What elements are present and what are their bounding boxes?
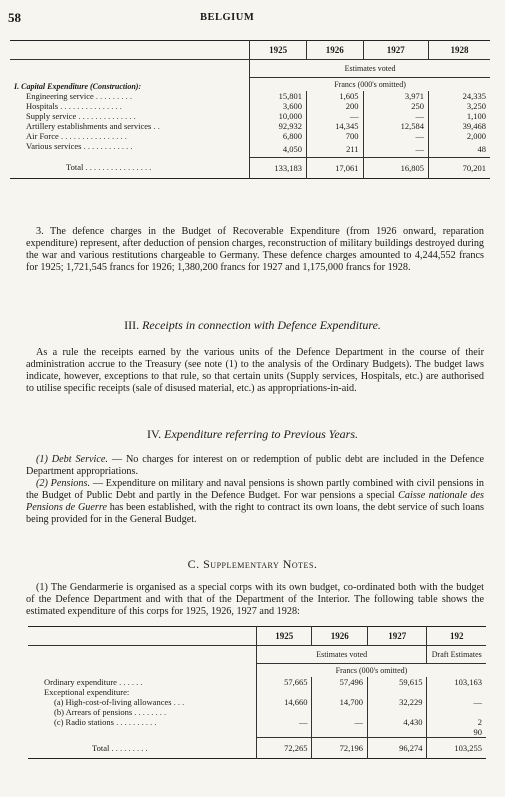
cell: 1,605 — [307, 91, 363, 101]
cell: — — [363, 111, 429, 121]
unit-label: Francs (000's omitted) — [250, 78, 490, 92]
cell: 57,665 — [257, 677, 312, 687]
cell: 6,800 — [250, 131, 307, 141]
section-heading-iv: IV. Expenditure referring to Previous Years. — [147, 427, 358, 441]
cell: 103,255 — [427, 738, 486, 759]
col-year: 1925 — [257, 627, 312, 646]
cell: 12,584 — [363, 121, 429, 131]
cell: 14,345 — [307, 121, 363, 131]
table-row: Supply service . . . . . . . . . . . . . . 10,000 — — 1,100 — [10, 111, 490, 121]
paragraph-3: 3. The defence charges in the Budget of Recoverable Expenditure (from 1926 onward, reparation expenditure) represent, after deduction of pension charges, reconstruction of military buildings destroyed during the war and various restitutions chargeable to Germany. These defence charges amounted to 4,244,552 francs for 1925; 1,721,545 francs for 1926; 1,380,200 francs for 1927 and 1,175,000 francs for 1928. — [26, 226, 484, 273]
table-row: Engineering service . . . . . . . . . 15,801 1,605 3,971 24,335 — [10, 91, 490, 101]
cell: 200 — [307, 101, 363, 111]
cell: — — [312, 717, 367, 727]
cell: 57,496 — [312, 677, 367, 687]
unit-label: Francs (000's omitted) — [257, 664, 487, 678]
cell: 103,163 — [427, 677, 486, 687]
table-row: Air Force . . . . . . . . . . . . . . . . 6,800 700 — 2,000 — [10, 131, 490, 141]
total-row: Total . . . . . . . . . 72,265 72,196 96,274 103,255 — [28, 738, 486, 759]
cell: 211 — [307, 141, 363, 157]
cell: — — [427, 697, 486, 707]
col-year: 1925 — [250, 41, 307, 60]
subheader-draft: Draft Estimates — [427, 646, 486, 664]
row-label: (a) High-cost-of-living allowances — [54, 697, 172, 707]
running-title: BELGIUM — [200, 12, 255, 23]
cell: 4,050 — [250, 141, 307, 157]
table-row: Various services . . . . . . . . . . . . 4,050 211 — 48 — [10, 141, 490, 157]
row-label: Ordinary expenditure — [44, 677, 117, 687]
cell: 250 — [363, 101, 429, 111]
row-label: (b) Arrears of pensions — [54, 707, 133, 717]
cell: 59,615 — [367, 677, 427, 687]
cell: 90 — [427, 727, 486, 738]
table-row: Hospitals . . . . . . . . . . . . . . . 3,600 200 250 3,250 — [10, 101, 490, 111]
section-iii-body: As a rule the receipts earned by the various units of the Defence Department in the course of their administration accrue to the Treasury (see note (1) to the analysis of the Ordinary Budgets). The budget laws indicate, however, exceptions to that rule, so that certain units (Supply services, Hospitals, etc.) are authorised to utilise specific receipts (sale of disused material, etc.) as appropriations-in-aid. — [26, 347, 484, 394]
cell: 48 — [429, 141, 490, 157]
col-year: 192 — [427, 627, 486, 646]
gendarmerie-table — [28, 626, 486, 759]
cell: — — [257, 717, 312, 727]
cell: 133,183 — [250, 157, 307, 178]
cell: 17,061 — [307, 157, 363, 178]
table-row: (c) Radio stations . . . . . . . . . . — — 4,430 2 — [28, 717, 486, 727]
cell: 96,274 — [367, 738, 427, 759]
cell: 1,100 — [429, 111, 490, 121]
section-c-body: (1) The Gendarmerie is organised as a special corps with its own budget, co-ordinated both with the budget of the Defence Department and with that of the Department of the Interior. The following table shows the estimated expenditure of this corps for 1925, 1926, 1927 and 1928: — [26, 582, 484, 617]
cell: 15,801 — [250, 91, 307, 101]
cell: 72,265 — [257, 738, 312, 759]
cell: 700 — [307, 131, 363, 141]
total-row: Total . . . . . . . . . . . . . . . . 133,183 17,061 16,805 70,201 — [10, 157, 490, 178]
cell: — — [307, 111, 363, 121]
total-label: Total — [92, 742, 110, 753]
cell: 14,700 — [312, 697, 367, 707]
col-year: 1927 — [367, 627, 427, 646]
col-year: 1926 — [307, 41, 363, 60]
row-label: Artillery establishments and services — [26, 121, 152, 131]
cell: — — [363, 141, 429, 157]
section-iv-body: (1) Debt Service. — No charges for interest on or redemption of public debt are included in the Defence Department appropriations. (2) Pensions. — Expenditure on military and naval pensions is shown partly combined with civil pensions in the Budget of Public Debt and partly in the Defence Budget. For war pensions a special Caisse nationale des Pensions de Guerre has been established, with the right to contract its own loans, the debt service of such loans being provided for in the General Budget. — [26, 454, 484, 525]
table-row: Ordinary expenditure . . . . . . 57,665 57,496 59,615 103,163 — [28, 677, 486, 687]
row-label: (c) Radio stations — [54, 717, 114, 727]
cell: 4,430 — [367, 717, 427, 727]
table-row: (b) Arrears of pensions . . . . . . . . — [28, 707, 486, 717]
cell: — — [363, 131, 429, 141]
debt-service-label: (1) Debt Service. — [36, 454, 108, 465]
cell: 3,250 — [429, 101, 490, 111]
pensions-label: (2) Pensions. — [36, 478, 91, 489]
table-row: Artillery establishments and services . . 92,932 14,345 12,584 39,468 — [10, 121, 490, 131]
cell: 72,196 — [312, 738, 367, 759]
row-label: Air Force — [26, 131, 59, 141]
cell: 24,335 — [429, 91, 490, 101]
cell: 14,660 — [257, 697, 312, 707]
page-number: 58 — [8, 10, 21, 25]
subheader: Estimates voted — [250, 60, 490, 78]
col-year: 1926 — [312, 627, 367, 646]
cell: 3,971 — [363, 91, 429, 101]
cell: 16,805 — [363, 157, 429, 178]
cell: 92,932 — [250, 121, 307, 131]
cell: 70,201 — [429, 157, 490, 178]
col-year: 1927 — [363, 41, 429, 60]
table-row: (a) High-cost-of-living allowances . . . 14,660 14,700 32,229 — — [28, 697, 486, 707]
table-row — [28, 727, 486, 738]
row-label: Exceptional expenditure: — [44, 687, 130, 697]
row-label: Engineering service — [26, 91, 94, 101]
section-heading-c: C. Supplementary Notes. — [187, 557, 318, 571]
section-label: I. Capital Expenditure (Construction): — [14, 82, 142, 91]
cell: 2,000 — [429, 131, 490, 141]
subheader-voted: Estimates voted — [257, 646, 427, 664]
row-label: Supply service — [26, 111, 77, 121]
section-heading-iii: III. Receipts in connection with Defence Expenditure. — [124, 318, 381, 332]
col-year: 1928 — [429, 41, 490, 60]
row-label: Various services — [26, 141, 82, 151]
row-label: Hospitals — [26, 101, 59, 111]
cell: 10,000 — [250, 111, 307, 121]
table-row — [28, 687, 486, 697]
capital-expenditure-table — [10, 40, 490, 179]
cell: 2 — [427, 717, 486, 727]
cell: 39,468 — [429, 121, 490, 131]
cell: 3,600 — [250, 101, 307, 111]
total-label: Total — [66, 162, 84, 173]
cell: 32,229 — [367, 697, 427, 707]
